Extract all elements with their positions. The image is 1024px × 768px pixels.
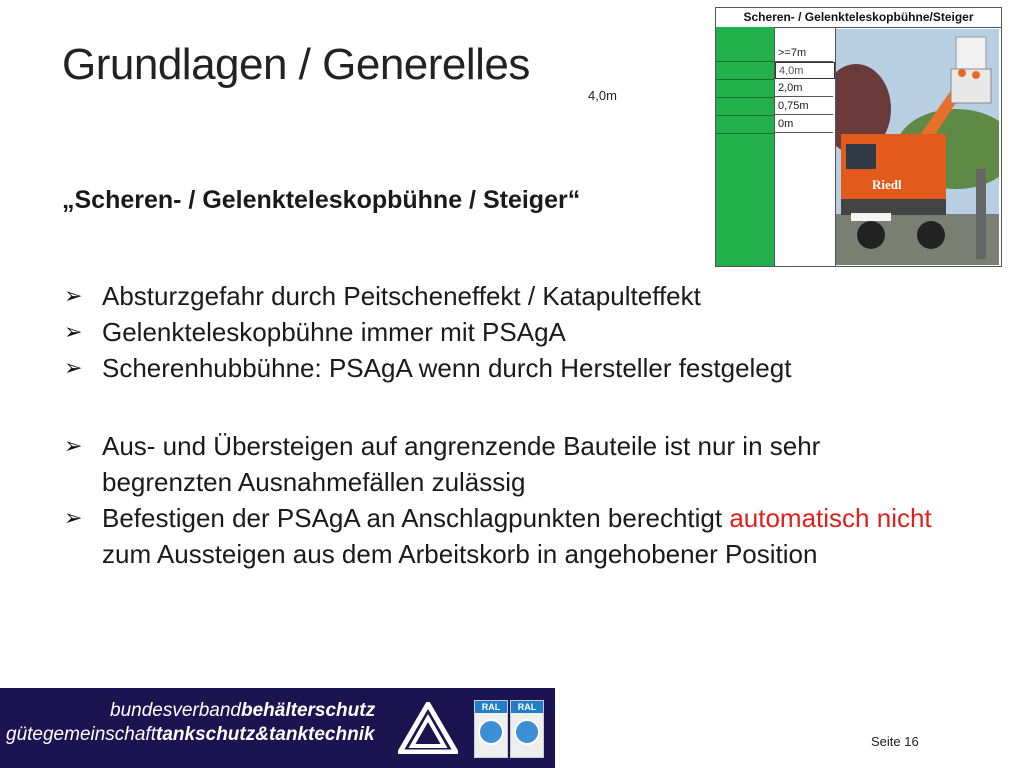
footer-line-1 <box>110 700 375 722</box>
ral-seal-icon <box>474 700 508 758</box>
arrow-bullet-icon: ➢ <box>64 319 83 344</box>
footer-banner <box>0 688 555 768</box>
bullet-text: Scherenhubbühne: PSAgA wenn durch Hersteller festgelegt <box>102 353 792 383</box>
bullet-text: Befestigen der PSAgA an Anschlagpunkten berechtigt <box>102 503 730 533</box>
arrow-bullet-icon: ➢ <box>64 355 83 380</box>
height-levels <box>774 27 836 266</box>
ral-label: RAL <box>475 701 507 713</box>
bullet-text: Aus- und Übersteigen auf angrenzende Bauteile ist nur in sehr begrenzten Ausnahmefällen zulässig <box>102 431 821 497</box>
green-safety-column <box>716 27 774 266</box>
association-logo-icon <box>398 702 458 754</box>
height-level: 0,75m <box>775 98 833 115</box>
height-level: >=7m <box>775 45 833 62</box>
page-number: Seite 16 <box>871 734 919 749</box>
bullet-list <box>62 278 942 572</box>
slide-subtitle: „Scheren- / Gelenkteleskopbühne / Steiger“ <box>62 186 581 214</box>
bullet-text-highlight: automatisch nicht <box>729 503 932 533</box>
bullet-item <box>62 500 942 572</box>
bullet-text: Gelenkteleskopbühne immer mit PSAgA <box>102 317 566 347</box>
bullet-item <box>62 278 942 314</box>
arrow-bullet-icon: ➢ <box>64 505 83 530</box>
bullet-item <box>62 350 942 386</box>
arrow-bullet-icon: ➢ <box>64 283 83 308</box>
footer-text-bold: tankschutz&tanktechnik <box>156 724 375 745</box>
ral-label: RAL <box>511 701 543 713</box>
arrow-bullet-icon: ➢ <box>64 433 83 458</box>
info-box-title: Scheren- / Gelenkteleskopbühne/Steiger <box>716 8 1001 28</box>
height-level: 0m <box>775 116 833 133</box>
bullet-text: Absturzgefahr durch Peitscheneffekt / Katapulteffekt <box>102 281 701 311</box>
ral-seal-icon <box>510 700 544 758</box>
bullet-item <box>62 314 942 350</box>
height-level: 2,0m <box>775 80 833 97</box>
slide-title: Grundlagen / Generelles <box>62 40 530 89</box>
photo-label: Riedl <box>872 177 902 192</box>
bullet-item <box>62 428 942 500</box>
footer-text: bundesverband <box>110 700 241 721</box>
aerial-platform-photo <box>836 29 999 265</box>
height-level-highlighted: 4,0m <box>775 62 835 79</box>
footer-text: gütegemeinschaft <box>6 724 156 745</box>
footer-text-bold: behälterschutz <box>241 700 376 721</box>
bullet-text: zum Aussteigen aus dem Arbeitskorb in angehobener Position <box>102 539 818 569</box>
height-info-box <box>715 7 1002 267</box>
footer-line-2 <box>6 724 375 746</box>
height-label: 4,0m <box>588 88 617 103</box>
